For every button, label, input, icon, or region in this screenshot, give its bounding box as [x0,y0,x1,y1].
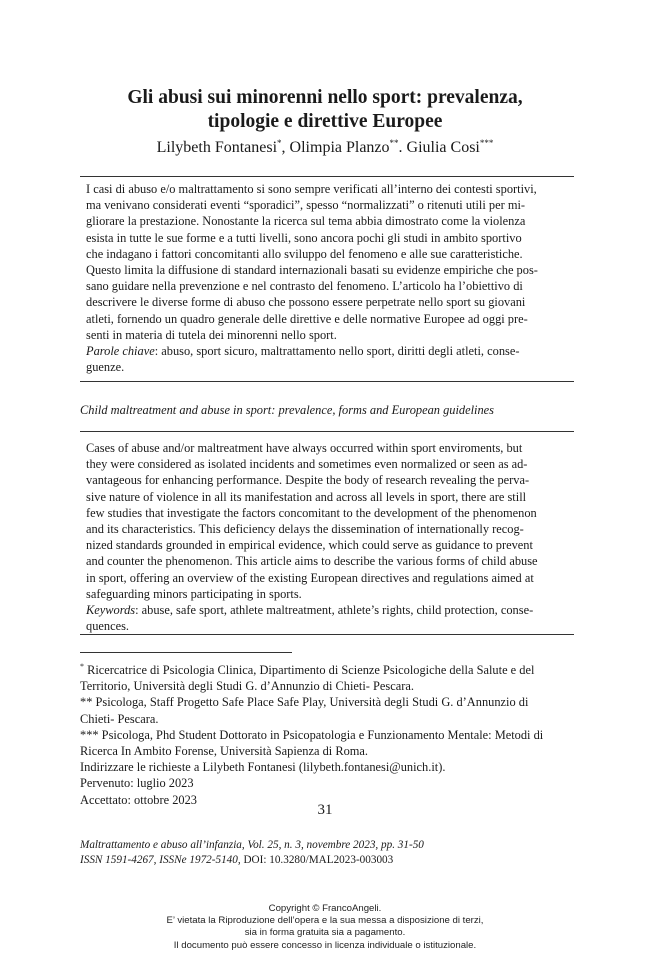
keywords-it [86,343,570,359]
footnote-separator [80,652,292,653]
abstract-it-top-rule [80,176,574,177]
abstract-en-line: safeguarding minors participating in sports. [86,586,302,601]
abstract-it-line: che indagano i fattori concomitanti allo sviluppo del fenomeno e alle sue caratteristiche. [86,246,523,261]
abstract-en-line: nized standards grounded in empirical evidence, which could serve as guidance to prevent [86,538,533,553]
copyright-notice [0,903,650,952]
abstract-it-line: esista in tutte le sue forme e a tutti livelli, sono ancora pochi gli studi in ambito sportivo [86,230,522,245]
footnote-2-continued: Chieti- Pescara. [80,711,159,726]
footnote-3-continued: Ricerca In Ambito Forense, Università Sapienza di Roma. [80,744,369,759]
article-title [80,86,570,134]
author-name-2: , Olimpia Planzo [281,139,390,156]
english-title: Child maltreatment and abuse in sport: prevalence, forms and European guidelines [80,403,495,417]
received-date: Pervenuto: luglio 2023 [80,776,194,791]
copyright-line-3: sia in forma gratuita sia a pagamento. [244,927,406,939]
title-line-1: Gli abusi sui minorenni nello sport: prevalenza, [127,87,523,108]
keywords-it-continued: guenze. [86,360,125,375]
abstract-it-line: ma venivano considerati eventi “sporadici”, spesso “normalizzati” o ritenuti utili per mi- [86,198,526,213]
keywords-en [86,602,570,618]
footnote-1 [80,659,574,678]
abstract-en-bottom-rule [80,634,574,635]
abstract-it-line: atleti, fornendo un quadro generale delle direttive e delle normative Europee ad oggi pre- [86,311,528,326]
author-name-1: Lilybeth Fontanesi [156,139,278,156]
title-line-2: tipologie e direttive Europee [207,111,443,132]
page-number: 31 [317,802,333,818]
abstract-it-line: sano guidare nella prevenzione e nel contrasto del fenomeno. L’articolo ha l’obiettivo di [86,279,523,294]
journal-line-2 [80,853,574,868]
abstract-en-top-rule [80,431,574,432]
abstract-en-line: Cases of abuse and/or maltreatment have always occurred within sport enviroments, but [86,441,523,455]
journal-issn: ISSN 1591-4267, ISSNe 1972-5140, [80,853,241,866]
journal-doi: DOI: 10.3280/MAL2023-003003 [240,853,394,866]
journal-line-1: Maltrattamento e abuso all’infanzia, Vol. 25, n. 3, novembre 2023, pp. 31-50 [80,839,424,851]
abstract-en-line: in sport, offering an overview of the existing European directives and regulations aimed at [86,570,534,585]
author-name-3: . Giulia Cosi [398,139,480,156]
abstract-en-line: few studies that investigate the factors concomitant to the development of the phenomenon [86,505,537,520]
keywords-en-label: Keywords [86,603,136,618]
abstract-it-line: descrivere le diverse forme di abuso che possono essere perpetrate nello sport su giovani [86,295,526,310]
accepted-date: Accettato: ottobre 2023 [80,792,197,807]
abstract-en-line: vantageous for enhancing performance. Despite the body of research revealing the perva- [86,473,530,488]
abstract-italian [86,181,570,375]
keywords-en-text: : abuse, safe sport, athlete maltreatment, athlete’s rights, child protection, conse- [135,603,534,618]
footnote-1-mark: * [80,662,84,671]
copyright-line-4: Il documento può essere concesso in licenza individuale o istituzionale. [173,939,477,951]
author-mark-3: *** [479,138,494,148]
footnote-1-continued: Territorio, Università degli Studi G. d’Annunzio di Chieti- Pescara. [80,679,414,694]
abstract-it-line: senti in materia di tutela dei minorenni nello sport. [86,327,337,342]
keywords-it-text: : abuso, sport sicuro, maltrattamento nello sport, diritti degli atleti, conse- [154,344,520,359]
abstract-en-line: and its characteristics. This deficiency delays the dissemination of internationally recog- [86,522,524,537]
abstract-it-line: Questo limita la diffusione di standard internazionali basati su evidenze empiriche che pos- [86,263,538,278]
abstract-it-bottom-rule [80,381,574,382]
abstract-english [86,440,570,634]
keywords-en-continued: quences. [86,619,130,634]
footnotes [80,659,574,808]
abstract-en-line: sive nature of violence in all its manifestation and across all levels in sport, there are still [86,489,527,504]
copyright-line-1: Copyright © FrancoAngeli. [268,903,382,914]
author-mark-2: ** [389,138,399,148]
abstract-en-line: they were considered as isolated incidents and sometimes even normalized or seen as ad- [86,457,528,472]
contact-note: Indirizzare le richieste a Lilybeth Fontanesi (lilybeth.fontanesi@unich.it). [80,760,446,775]
author-mark-1: * [277,138,282,148]
keywords-it-label: Parole chiave [86,344,155,359]
footnote-2: ** Psicologa, Staff Progetto Safe Place Safe Play, Università degli Studi G. d’Annunzio di [80,695,529,710]
journal-citation [80,838,574,867]
author-line [60,133,590,158]
footnote-1-text: Ricercatrice di Psicologia Clinica, Dipartimento di Scienze Psicologiche della Salute e del [84,663,535,677]
abstract-en-line: and counter the phenomenon. This article aims to describe the various forms of child abuse [86,554,538,569]
abstract-it-line: I casi di abuso e/o maltrattamento si sono sempre verificati all’interno dei contesti sportivi, [86,182,537,196]
copyright-line-2: E’ vietata la Riproduzione dell’opera e la sua messa a disposizione di terzi, [166,915,484,927]
footnote-3: *** Psicologa, Phd Student Dottorato in Psicopatologia e Funzionamento Mentale: Metodi di [80,727,544,742]
abstract-it-line: gliorare la prestazione. Nonostante la ricerca sul tema abbia dimostrato come la violenza [86,214,526,229]
